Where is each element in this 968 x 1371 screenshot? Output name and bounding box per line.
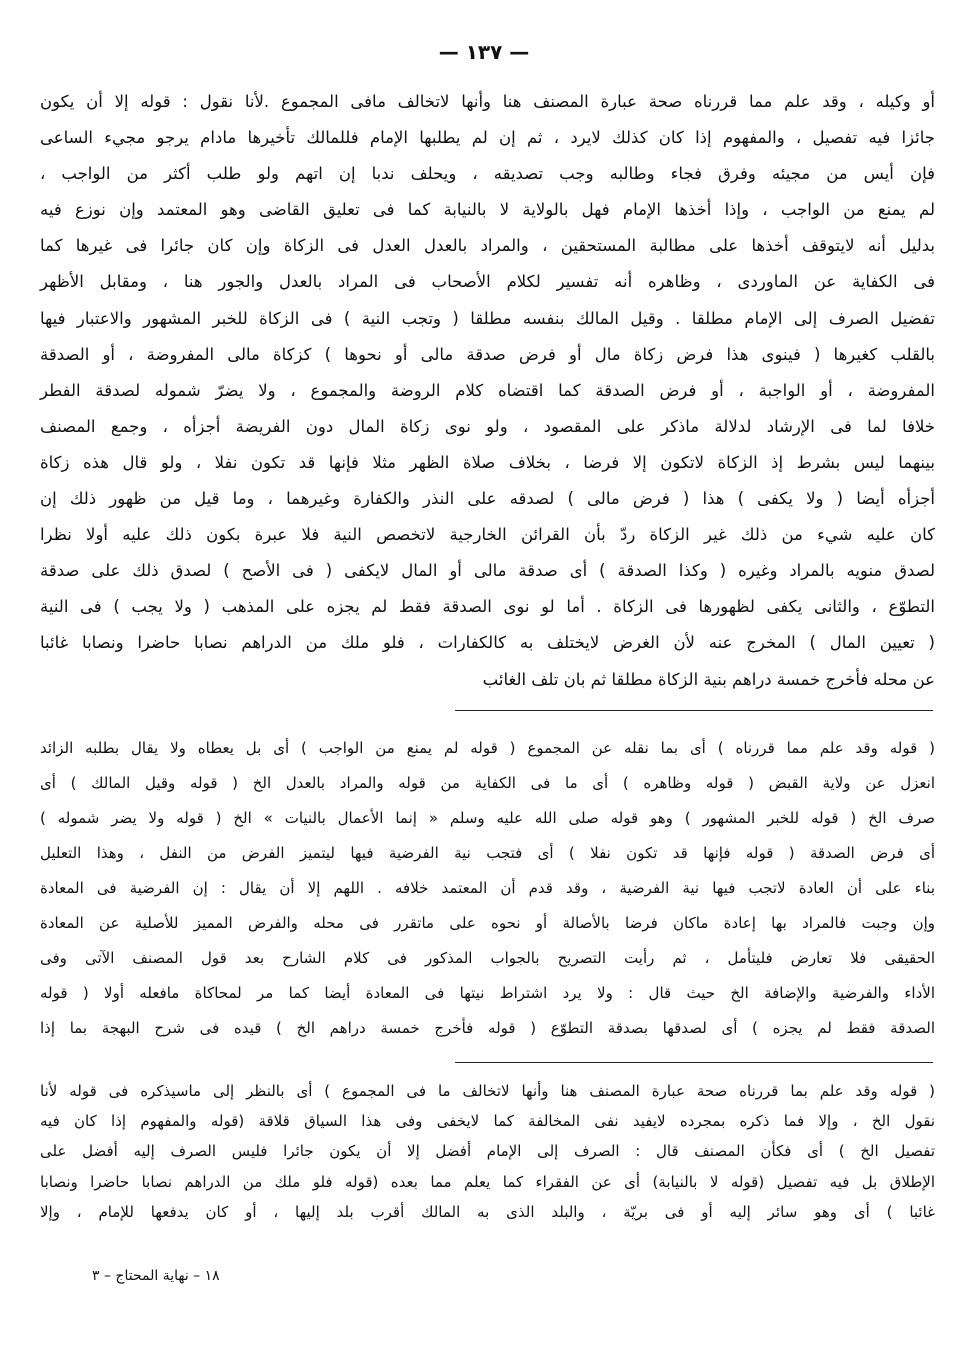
footnote-separator [455,1062,933,1063]
text-line: فى الكفاية عن الماوردى ، وظاهره أنه تفسير لكلام الأصحاب فى المراد بالعدل والجور هنا ، ومقابل الأظهر [40,272,935,292]
page-number: — ١٣٧ — [438,40,530,64]
text-line: لصدق منويه بالمراد وغيره ( وكذا الصدقة ) أى صدقة مالى أو المال لايكفى ( فى الأصح ) لصدق ذلك على صدقة [40,561,935,581]
text-line: غائبا ) أى وهو سائر إليه أو فى بريّة ، والبلد الذى به المالك أقرب بلد إليها ، أو كان يدفعها للإمام ، وإلا [40,1202,935,1221]
footnote-separator [455,710,933,711]
text-line: فإن أيس من مجيئه وفرق فجاء وطالبه وجب تصديقه ، ويحلف ندبا إن اتهم ولو طلب أكثر من الواجب ، [40,164,935,184]
text-line: بالقلب كغيرها ( فينوى هذا فرض زكاة مال أو فرض صدقة مالى أو نحوها ) كزكاة مالى المفروضة ، أو الصدقة [40,344,935,364]
text-line: أى فرض الصدقة ( قوله فإنها قد تكون نفلا ) أى فتجب نية الفرضية فيها ليتميز الفرض من النفل ، وهذا التعليل [40,844,935,862]
text-line: المفروضة ، أو الواجبة ، أو فرض الصدقة كما اقتضاه كلام الروضة والمجموع ، ولا يضرّ شموله لصدقة الفطر [40,380,935,400]
text-line: لم يمنع من الواجب ، وإذا أخذها الإمام فهل بالولاية لا بالنيابة كما فى تعليق القاضى وهو المعتمد وإن نوزع فيه [40,200,935,220]
text-line: بينهما ليس بشرط إذ الزكاة لاتكون إلا فرضا ، بخلاف صلاة الظهر مثلا فإنها قد تكون نفلا ، ولو قال هذه زكاة [40,452,935,472]
main-text [40,84,935,698]
text-line: ( قوله وقد علم مما قررناه ) أى بما نقله عن المجموع ( قوله لم يمنع من الواجب ) أى بل يعطاه ولا يقال بطلبه الزائد [40,739,935,757]
text-line: تفصيل الخ ) أى فكأن المصنف قال : الصرف إلى الإمام أفضل إلا أن يكون جائرا فليس الصرف إليه أفضل على [40,1142,935,1161]
text-line: خلافا لما فى الإرشاد لدلالة ماذكر على المقصود ، ولو نوى زكاة المال دون الفريضة أجزأه ، وجمع المصنف [40,416,935,436]
signature-footer: ١٨ – نهاية المحتاج – ٣ [92,1268,220,1284]
text-line: الإطلاق بل فيه تفصيل (قوله لا بالنيابة) أى عن الفقراء كما يعلم مما بعده (قوله فلو ملك من الدراهم نصابا حاضرا ونصابا [40,1172,935,1191]
text-line: ( قوله وقد علم بما قررناه صحة عبارة المصنف هنا وأنها لاتخالف ما فى المجموع ) أى بالنظر إلى ماسيذكره فى قوله لأنا [40,1082,935,1100]
text-line: نقول الخ ، وإلا فما ذكره بمجرده لايفيد نفى المخالفة كما لايخفى وفى هذا السياق قلاقة (قوله والمفهوم إذا كان فيه [40,1112,935,1131]
text-line: انعزل عن ولاية القبض ( قوله وظاهره ) أى ما فى الكفاية من قوله والمراد بالعدل الخ ( قوله وقيل المالك ) أى [40,774,935,792]
text-line: التطوّع ، والثانى يكفى لظهورها فى الزكاة . أما لو نوى الصدقة فقط لم يجزه على المذهب ( ولا يجب ) فى النية [40,597,935,617]
text-line: الأداء والفرضية والإضافة الخ حيث قال : ولا يرد اشتراط نيتها فى المعادة أيضا كما مر لمحاكاة مافعله أولا ( قوله [40,984,935,1002]
text-line: بدليل أنه لايتوقف أخذها على مطالبة المستحقين ، والمراد بالعدل العدل فى الزكاة وإن كان جائرا فى غيرها كما [40,236,935,256]
text-line: الحقيقى فلا تعارض فليتأمل ، ثم رأيت التصريح بالجواب المذكور فى كلام الشارح بعد قول المصنف الآتى وفى [40,949,935,967]
text-line: ( تعيين المال ) المخرج عنه لأن الغرض لايختلف به كالكفارات ، فلو ملك من الدراهم نصابا حاضرا ونصابا غائبا [40,633,935,653]
text-line: كان عليه شيء من ذلك غير الزكاة ردّ بأن القرائن الخارجية لاتخصص النية فلا عبرة بكون ذلك عليه أولا نظرا [40,525,935,545]
text-line: أو وكيله ، وقد علم مما قررناه صحة عبارة المصنف هنا وأنها لاتخالف مافى المجموع .لأنا نقول : قوله إلا أن يكون [40,92,935,111]
text-line: الصدقة فقط لم يجزه ) أى لصدقها بصدقة التطوّع ( قوله فأخرج خمسة دراهم الخ ) قيده فى شرح البهجة بما إذا [40,1019,935,1037]
text-line: بناء على أن العادة لاتجب فيها نية الفرضية ، وقد قدم أن المعتمد خلافه . اللهم إلا أن يقال : إن الفرضية فى المعادة [40,879,935,897]
text-line: جائزا فيه تفصيل ، والمفهوم إذا كان كذلك لايرد ، ثم إن لم يطلبها الإمام فللمالك تأخيرها مادام يرجو مجيء الساعى [40,128,935,148]
footnotes-2 [40,1076,935,1227]
text-line: تفضيل الصرف إلى الإمام مطلقا . وقيل المالك بنفسه مطلقا ( وتجب النية ) فى الزكاة للخبر المشهور والاعتبار فيها [40,308,935,328]
text-line: وإن وجبت فالمراد بها إعادة ماكان فرضا بالأصالة أو نحوه على ماتقرر فى محله والفرض المميز للأصلية عن المعادة [40,914,935,932]
text-line: صرف الخ ( قوله للخبر المشهور ) وهو قوله صلى الله عليه وسلم « إنما الأعمال بالنيات » الخ ( قوله ولا يضر شموله ) [40,809,935,827]
text-line: عن محله فأخرج خمسة دراهم بنية الزكاة مطلقا ثم بان تلف الغائب [482,669,935,689]
footnotes-1 [40,731,935,1046]
text-line: أجزأه أيضا ( ولا يكفى ) هذا ( فرض مالى ) لصدقه على النذر والكفارة وغيرهما ، وما قيل من ظهور ذلك إن [40,489,935,509]
